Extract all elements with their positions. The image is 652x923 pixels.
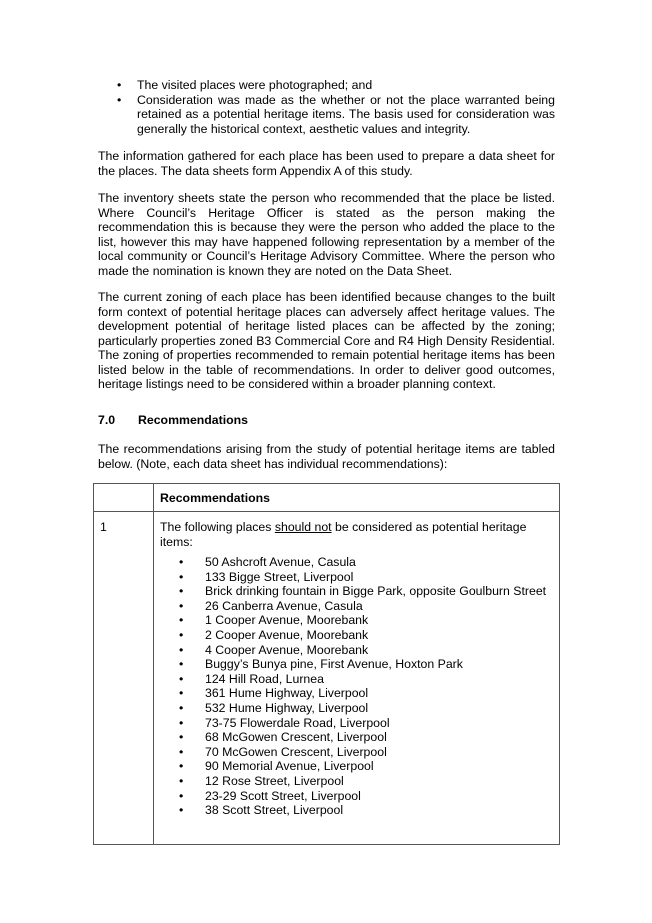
list-item [179, 584, 554, 599]
place-text: 124 Hill Road, Lurnea [205, 671, 324, 686]
bullet-text: Consideration was made as the whether or not the place warranted being retained as a potential heritage items. The basis used for consideration was generally the historical context, aesthetic values and integrity. [137, 92, 555, 136]
place-text: Brick drinking fountain in Bigge Park, opposite Goulburn Street [205, 584, 547, 599]
bullet-icon: • [179, 803, 184, 818]
paragraph-data-sheets: The information gathered for each place has been used to prepare a data sheet for the places. The data sheets form Appendix A of this study. [98, 149, 555, 178]
bullet-icon: • [179, 657, 184, 672]
place-text: 532 Hume Highway, Liverpool [205, 700, 369, 715]
place-text: 2 Cooper Avenue, Moorebank [205, 627, 369, 642]
place-text: 4 Cooper Avenue, Moorebank [205, 642, 369, 657]
place-text: 1 Cooper Avenue, Moorebank [205, 613, 369, 628]
bullet-icon: • [179, 744, 184, 759]
bullet-item [113, 78, 555, 93]
bullet-icon: • [117, 92, 122, 107]
list-item [179, 701, 554, 716]
list-item [179, 628, 554, 643]
place-text: 23-29 Scott Street, Liverpool [205, 788, 361, 803]
bullet-icon: • [179, 569, 184, 584]
row-intro-text [160, 520, 554, 549]
bullet-icon: • [179, 715, 184, 730]
bullet-icon: • [179, 598, 184, 613]
row-content-cell [154, 512, 560, 845]
bullet-icon: • [179, 613, 184, 628]
bullet-icon: • [179, 759, 184, 774]
table-header-empty-cell [94, 484, 154, 512]
method-bullet-list [113, 78, 555, 136]
bullet-icon: • [179, 642, 184, 657]
place-text: 26 Canberra Avenue, Casula [205, 598, 363, 613]
place-text: 133 Bigge Street, Liverpool [205, 569, 354, 584]
list-item [179, 759, 554, 774]
bullet-icon: • [179, 788, 184, 803]
bullet-icon: • [179, 555, 184, 569]
place-text: Buggy’s Bunya pine, First Avenue, Hoxton Park [205, 657, 463, 672]
place-text: 73-75 Flowerdale Road, Liverpool [205, 715, 390, 730]
list-item [179, 555, 554, 570]
intro-text-end: be considered as potential heritage items: [160, 520, 527, 549]
paragraph-recommendations-intro: The recommendations arising from the study of potential heritage items are tabled below. (Note, each data sheet has individual recommendations): [98, 442, 555, 471]
bullet-icon: • [179, 700, 184, 715]
table-header-row [94, 484, 560, 512]
list-item [179, 672, 554, 687]
bullet-icon: • [179, 686, 184, 701]
list-item [179, 789, 554, 804]
bullet-icon: • [179, 584, 184, 599]
list-item [179, 686, 554, 701]
intro-emphasis: should not [274, 520, 332, 534]
section-title: Recommendations [138, 413, 249, 427]
list-item [179, 643, 554, 658]
bullet-icon: • [117, 78, 122, 92]
list-item [179, 599, 554, 614]
list-item [179, 657, 554, 672]
list-item [179, 774, 554, 789]
bullet-icon: • [179, 730, 184, 745]
paragraph-inventory-sheets: The inventory sheets state the person who recommended that the place be listed. Where Council’s Heritage Officer is stated as the person making the recommendation this is because they were the person who added the place to the list, however this may have happened following representation by a member of the local community or Council’s Heritage Advisory Committee. Where the person who made the nomination is known they are noted on the Data Sheet. [98, 191, 555, 278]
places-list [160, 555, 554, 818]
section-number: 7.0 [98, 413, 116, 427]
bullet-icon: • [179, 627, 184, 642]
bullet-icon: • [179, 773, 184, 788]
place-text: 90 Memorial Avenue, Liverpool [205, 759, 374, 774]
list-item [179, 745, 554, 760]
list-item [179, 803, 554, 818]
list-item [179, 613, 554, 628]
table-header-cell: Recommendations [154, 484, 560, 512]
section-heading [98, 413, 248, 427]
list-item [179, 570, 554, 585]
bullet-text: The visited places were photographed; and [137, 78, 373, 92]
table-row [94, 512, 560, 845]
bullet-item [113, 93, 555, 137]
paragraph-zoning: The current zoning of each place has been identified because changes to the built form context of potential heritage places can adversely affect heritage values. The development potential of heritage listed places can be affected by the zoning; particularly properties zoned B3 Commercial Core and R4 High Density Residential. The zoning of properties recommended to remain potential heritage items has been listed below in the table of recommendations. In order to deliver good outcomes, heritage listings need to be considered within a broader planning context. [98, 290, 555, 391]
bullet-icon: • [179, 671, 184, 686]
place-text: 68 McGowen Crescent, Liverpool [205, 730, 387, 745]
place-text: 50 Ashcroft Avenue, Casula [205, 555, 356, 569]
place-text: 38 Scott Street, Liverpool [205, 803, 344, 818]
place-text: 12 Rose Street, Liverpool [205, 773, 344, 788]
list-item [179, 730, 554, 745]
row-number-cell: 1 [94, 512, 154, 845]
place-text: 70 McGowen Crescent, Liverpool [205, 744, 387, 759]
list-item [179, 716, 554, 731]
recommendations-table [93, 483, 560, 845]
place-text: 361 Hume Highway, Liverpool [205, 686, 369, 701]
intro-text-start: The following places [160, 520, 275, 534]
